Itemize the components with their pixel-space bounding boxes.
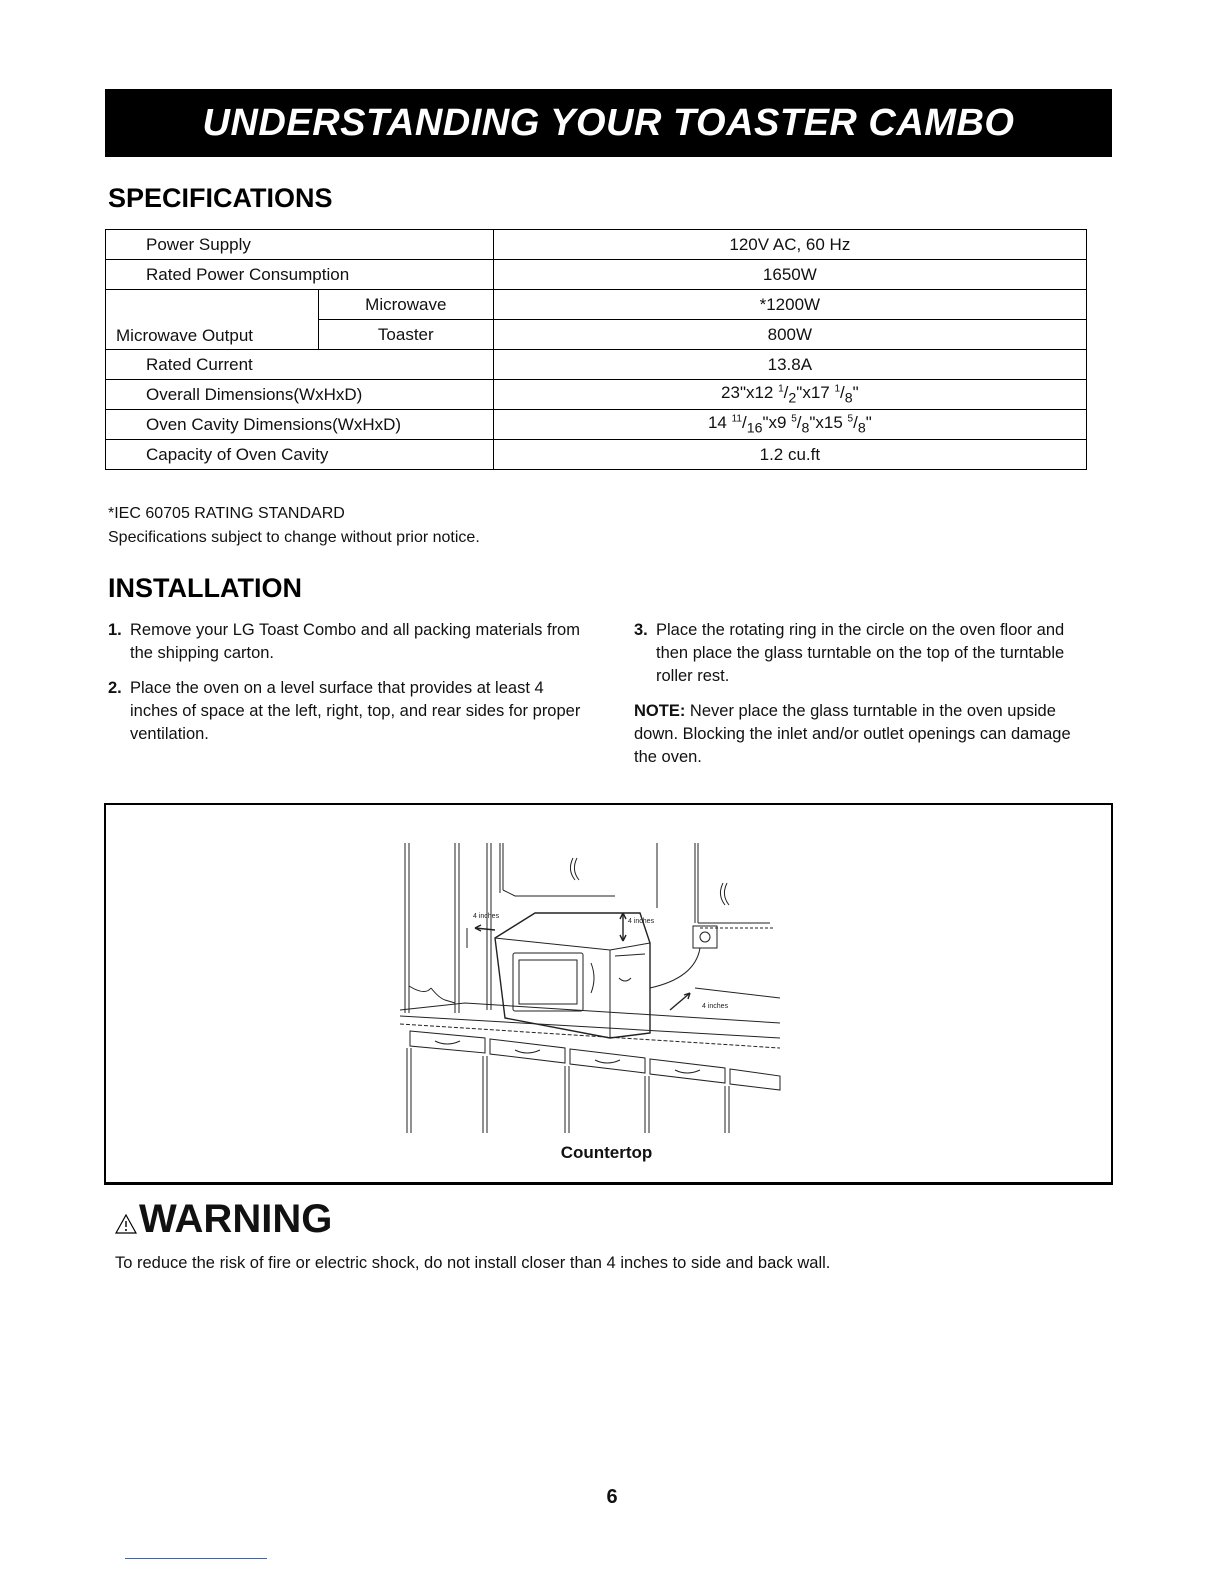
spec-label: Microwave Output	[106, 290, 319, 350]
spec-sublabel: Toaster	[318, 320, 493, 350]
diagram-caption: Countertop	[560, 1143, 653, 1162]
spec-label: Rated Current	[106, 350, 494, 380]
page-number: 6	[606, 1486, 618, 1508]
spec-value: 23"x12 $^1/_2"x17$ $^1/_8$"	[493, 380, 1086, 410]
spec-label: Rated Power Consumption	[106, 260, 494, 290]
spec-value: 13.8A	[493, 350, 1086, 380]
footer-line	[125, 1558, 267, 1559]
clearance-back-label: 4 inches	[702, 1003, 729, 1010]
clearance-top-label: 4 inches	[628, 918, 655, 925]
install-step-2: 2. Place the oven on a level surface that provides at least 4 inches of space at the left, right, top, and rear sides for proper ventilation.	[108, 679, 581, 743]
spec-value: *1200W	[493, 290, 1086, 320]
spec-value: 1.2 cu.ft	[493, 440, 1086, 470]
spec-label: Overall Dimensions(WxHxD)	[106, 380, 494, 410]
spec-sublabel: Microwave	[318, 290, 493, 320]
warning-text: To reduce the risk of fire or electric shock, do not install closer than 4 inches to side and back wall.	[115, 1254, 831, 1272]
warning-heading	[115, 1197, 332, 1242]
spec-value: 1650W	[493, 260, 1086, 290]
spec-value: 14 $^{11}/_{16}"x9$ $^5/_8"x15$ $^5/_8$"	[493, 410, 1086, 440]
install-note: NOTE: Never place the glass turntable in the oven upside down. Blocking the inlet and/or outlet openings can damage the oven.	[634, 702, 1071, 766]
spec-label: Oven Cavity Dimensions(WxHxD)	[106, 410, 494, 440]
specifications-heading: SPECIFICATIONS	[108, 183, 333, 213]
spec-label: Power Supply	[106, 230, 494, 260]
change-notice: Specifications subject to change without prior notice.	[108, 529, 480, 546]
warning-title-text: WARNING	[139, 1197, 333, 1241]
page-title: UNDERSTANDING YOUR TOASTER CAMBO	[105, 89, 1112, 157]
clearance-left-label: 4 inches	[473, 913, 500, 920]
table-row	[106, 290, 1087, 320]
table-row	[106, 350, 1087, 380]
table-row	[106, 410, 1087, 440]
install-step-1: 1. Remove your LG Toast Combo and all packing materials from the shipping carton.	[108, 621, 580, 662]
spec-notes	[108, 502, 480, 550]
installation-left-column	[108, 619, 588, 758]
installation-right-column	[634, 619, 1094, 781]
install-step-3: 3. Place the rotating ring in the circle on the oven floor and then place the glass turntable on the top of the turntable roller rest.	[634, 621, 1065, 685]
table-row	[106, 440, 1087, 470]
warning-triangle-icon	[115, 1214, 137, 1234]
specifications-table	[105, 229, 1087, 470]
spec-label: Capacity of Oven Cavity	[106, 440, 494, 470]
spec-value: 120V AC, 60 Hz	[493, 230, 1086, 260]
table-row	[106, 380, 1087, 410]
installation-heading: INSTALLATION	[108, 573, 302, 603]
table-row	[106, 230, 1087, 260]
installation-diagram	[395, 838, 785, 1138]
spec-value: 800W	[493, 320, 1086, 350]
table-row	[106, 260, 1087, 290]
rating-standard-note: *IEC 60705 RATING STANDARD	[108, 505, 345, 522]
